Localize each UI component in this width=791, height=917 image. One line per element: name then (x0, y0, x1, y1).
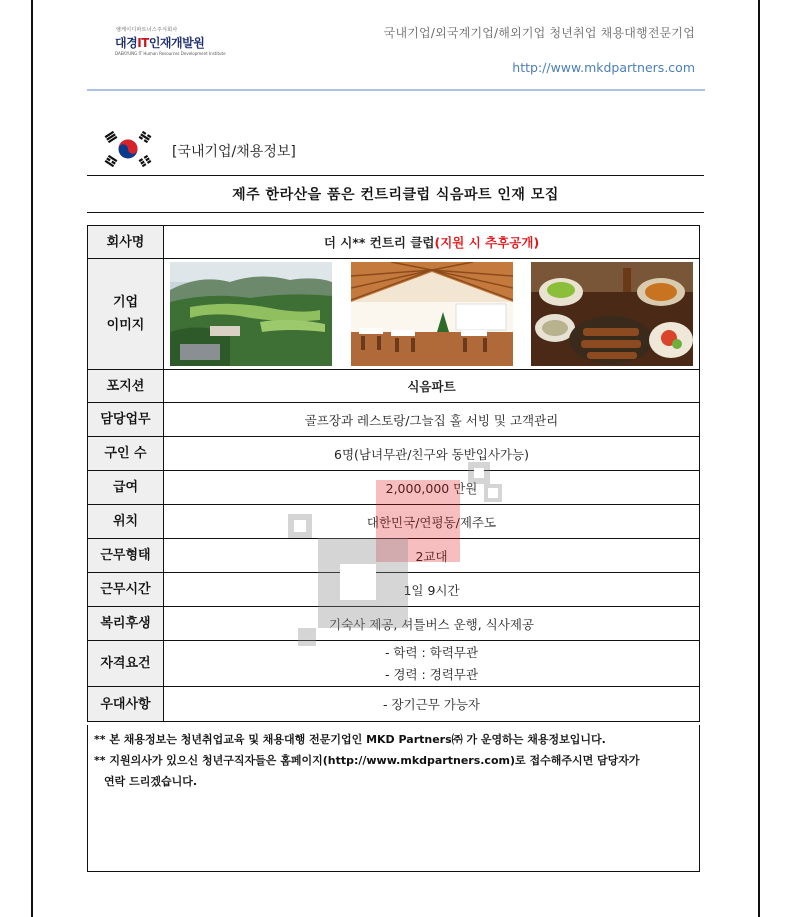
salary-value: 2,000,000 만원 (164, 471, 700, 505)
benefits-value: 기숙사 제공, 셔틀버스 운행, 식사제공 (164, 607, 700, 641)
page-border-left (31, 0, 33, 917)
images-label-line2: 이미지 (106, 318, 145, 333)
work-hours-label: 근무시간 (88, 573, 164, 607)
location-value: 대한민국/연평동/제주도 (164, 505, 700, 539)
company-note: (지원 시 추후공개) (434, 235, 540, 250)
note-line-1: ** 본 채용정보는 청년취업교육 및 채용대행 전문기업인 MKD Partners㈜ 가 운영하는 채용정보입니다. (94, 733, 606, 746)
requirement-education: - 학력 : 학력무관 (384, 644, 479, 660)
header-url-link[interactable]: http://www.mkdpartners.com (512, 60, 695, 75)
table-row-duties (88, 403, 700, 437)
notes-box (87, 725, 700, 872)
company-label: 회사명 (88, 226, 164, 259)
headcount-label: 구인 수 (88, 437, 164, 471)
logo-main-text (115, 34, 204, 51)
location-label: 위치 (88, 505, 164, 539)
table-row-headcount (88, 437, 700, 471)
position-value: 식음파트 (164, 370, 700, 403)
company-logo (112, 26, 226, 58)
note-line-2: ** 지원의사가 있으신 청년구직자들은 홈페이지(http://www.mkdpartners.com)로 접수해주시면 담당자가 (94, 754, 640, 767)
korean-flag-icon (103, 130, 153, 168)
header-divider (87, 89, 705, 91)
work-type-label: 근무형태 (88, 539, 164, 573)
duties-label: 담당업무 (88, 403, 164, 437)
table-row-images (88, 259, 700, 370)
logo-small-text: 엠케이디파트너스주식회사 (116, 27, 178, 33)
company-images-cell (164, 259, 700, 370)
table-row-benefits (88, 607, 700, 641)
images-label (88, 259, 164, 370)
golf-course-image (170, 262, 332, 366)
restaurant-interior-image (351, 262, 513, 366)
preferred-value: - 장기근무 가능자 (164, 687, 700, 722)
salary-label: 급여 (88, 471, 164, 505)
requirement-experience: - 경력 : 경력무관 (384, 666, 479, 682)
logo-main-suffix: 인재개발원 (148, 36, 205, 50)
logo-main-prefix: 대경 (115, 36, 138, 50)
benefits-label: 복리후생 (88, 607, 164, 641)
page-border-right (758, 0, 760, 917)
requirements-value (164, 641, 700, 687)
header-tagline: 국내기업/외국계기업/해외기업 청년취업 채용대행전문기업 (383, 26, 695, 40)
work-type-value: 2교대 (164, 539, 700, 573)
logo-main-it: IT (137, 36, 149, 50)
images-label-line1: 기업 (112, 295, 139, 310)
food-dishes-image (531, 262, 693, 366)
page-title: 제주 한라산을 품은 컨트리클럽 식음파트 인재 모집 (87, 175, 704, 213)
table-row-location (88, 505, 700, 539)
work-hours-value: 1일 9시간 (164, 573, 700, 607)
company-value (164, 226, 700, 259)
table-row-salary (88, 471, 700, 505)
position-label: 포지션 (88, 370, 164, 403)
company-name: 더 시** 컨트리 클럽 (323, 235, 435, 250)
table-row-position (88, 370, 700, 403)
requirements-label: 자격요건 (88, 641, 164, 687)
table-row-company (88, 226, 700, 259)
table-row-work-type (88, 539, 700, 573)
logo-sub-text: DAEKYUNG IT Human Resources Development Institute (115, 51, 226, 56)
table-row-requirements (88, 641, 700, 687)
table-row-preferred (88, 687, 700, 722)
table-row-work-hours (88, 573, 700, 607)
headcount-value: 6명(남녀무관/친구와 동반입사가능) (164, 437, 700, 471)
category-label: [국내기업/채용정보] (172, 144, 296, 160)
note-line-3: 연락 드리겠습니다. (104, 775, 198, 788)
preferred-label: 우대사항 (88, 687, 164, 722)
duties-value: 골프장과 레스토랑/그늘집 홀 서빙 및 고객관리 (164, 403, 700, 437)
job-info-table (87, 225, 700, 722)
